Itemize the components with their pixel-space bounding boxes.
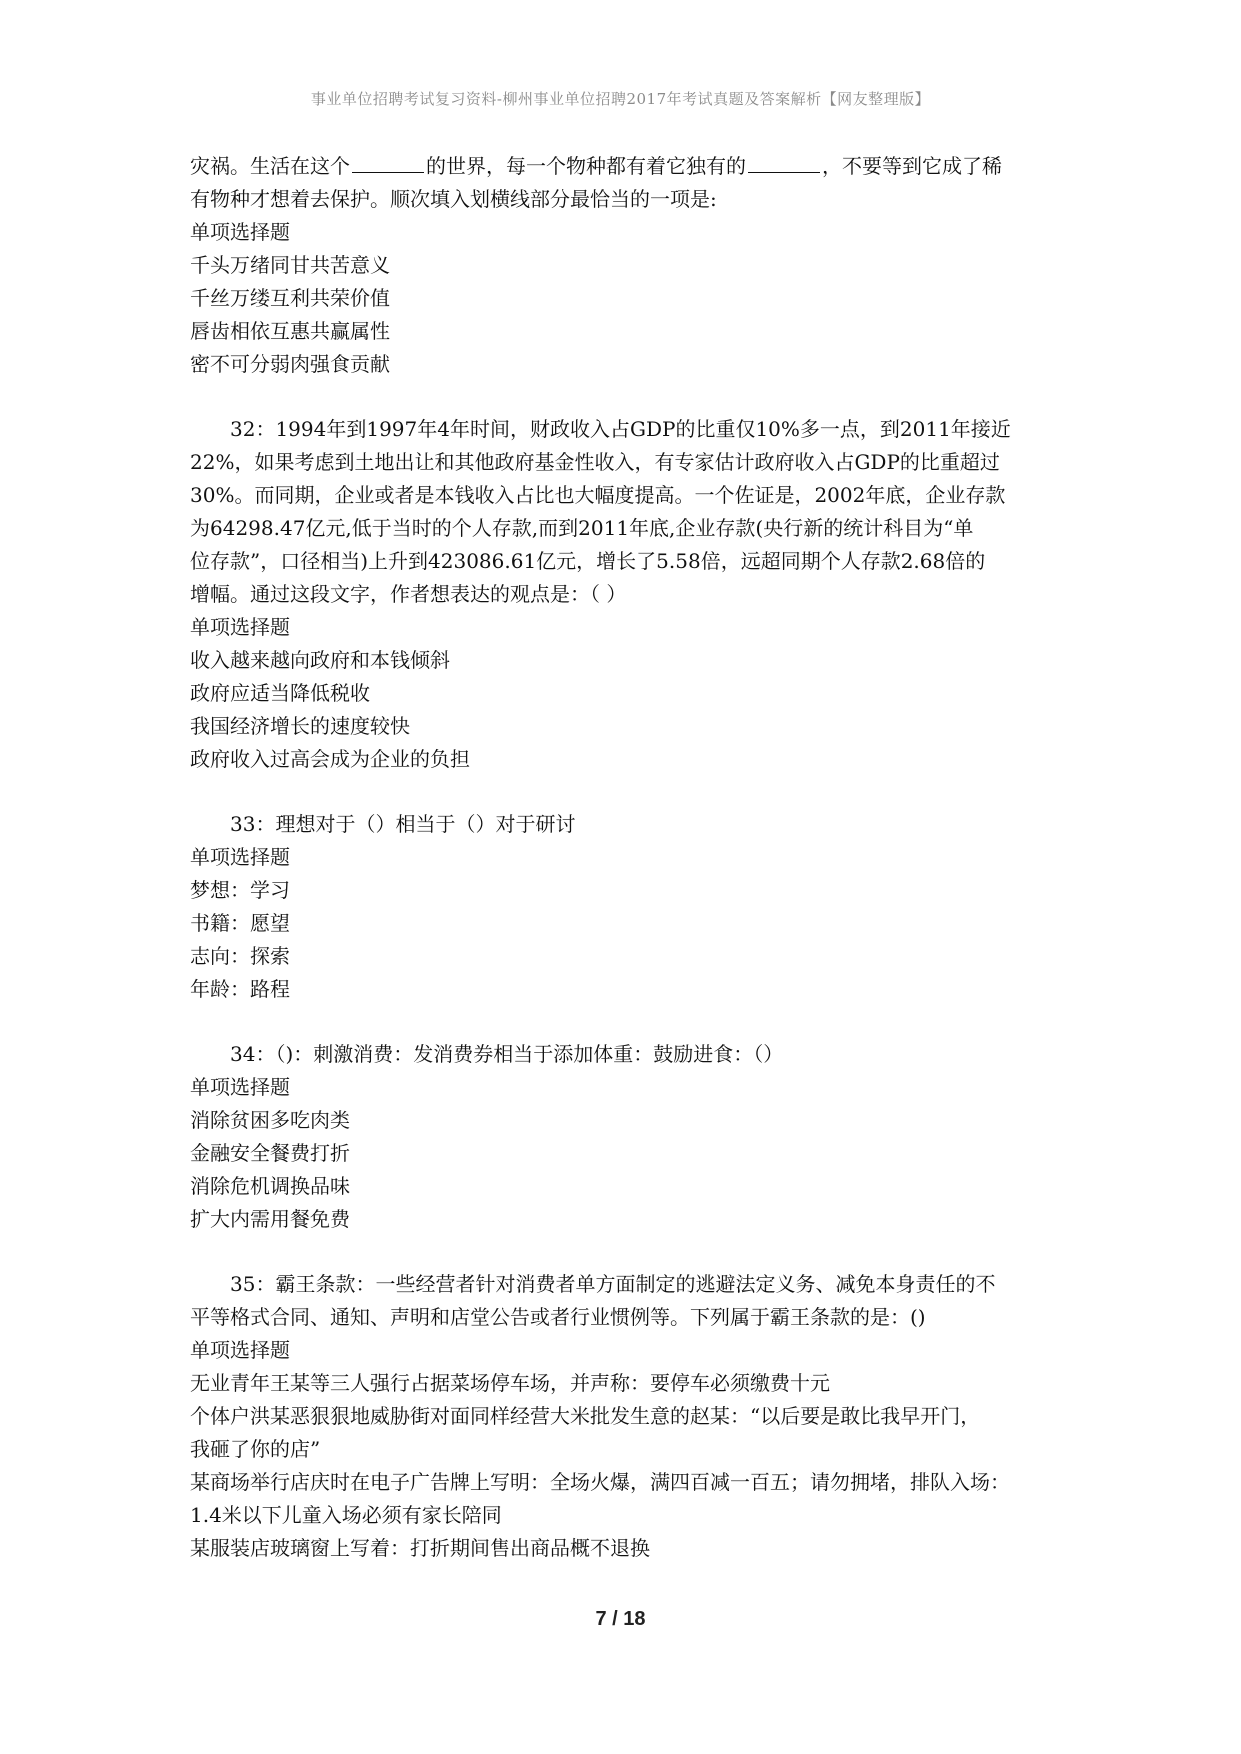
- q35-stem-line-2: 平等格式合同、通知、声明和店堂公告或者行业惯例等。下列属于霸王条款的是：(): [190, 1305, 926, 1329]
- q32-stem-line-3: 30%。而同期，企业或者是本钱收入占比也大幅度提高。一个佐证是，2002年底，企业存款: [190, 483, 1006, 507]
- q35-option-c-line-2: 1.4米以下儿童入场必须有家长陪同: [190, 1503, 502, 1527]
- q32-option-b: 政府应适当降低税收: [190, 681, 370, 705]
- q32-stem-line-1: 32：1994年到1997年4年时间，财政收入占GDP的比重仅10%多一点，到2011年接近: [230, 417, 1011, 441]
- q31-option-a: 千头万绪同甘共苦意义: [190, 253, 390, 277]
- q32-stem-line-4: 为64298.47亿元,低于当时的个人存款,而到2011年底,企业存款(央行新的统计科目为“单: [190, 516, 974, 540]
- q31-line-1: [190, 150, 1070, 183]
- q31-line-2: 有物种才想着去保护。顺次填入划横线部分最恰当的一项是:: [190, 187, 717, 211]
- q32-option-c: 我国经济增长的速度较快: [190, 714, 410, 738]
- q34-option-b: 金融安全餐费打折: [190, 1141, 350, 1165]
- q31-option-b: 千丝万缕互利共荣价值: [190, 286, 390, 310]
- q35-option-a: 无业青年王某等三人强行占据菜场停车场，并声称：要停车必须缴费十元: [190, 1371, 830, 1395]
- q33-question-type: 单项选择题: [190, 845, 290, 869]
- q31-option-d: 密不可分弱肉强食贡献: [190, 352, 390, 376]
- q31-text-part3: ，不要等到它成了稀: [822, 154, 1002, 178]
- q33-stem: 33：理想对于（）相当于（）对于研讨: [230, 812, 576, 836]
- q35-option-b-line-2: 我砸了你的店”: [190, 1437, 321, 1461]
- q33-option-c: 志向：探索: [190, 944, 290, 968]
- q34-option-d: 扩大内需用餐免费: [190, 1207, 350, 1231]
- q34-stem: 34：（)：刺激消费：发消费券相当于添加体重：鼓励进食：（）: [230, 1042, 784, 1066]
- q32-stem-line-5: 位存款”，口径相当)上升到423086.61亿元，增长了5.58倍，远超同期个人存款2.68倍的: [190, 549, 986, 573]
- q32-stem-line-2: 22%，如果考虑到土地出让和其他政府基金性收入，有专家估计政府收入占GDP的比重超过: [190, 450, 1000, 474]
- q35-stem-line-1: 35：霸王条款：一些经营者针对消费者单方面制定的逃避法定义务、减免本身责任的不: [230, 1272, 996, 1296]
- q31-question-type: 单项选择题: [190, 220, 290, 244]
- q33-option-a: 梦想：学习: [190, 878, 290, 902]
- document-body: [190, 150, 1070, 1565]
- q31-option-c: 唇齿相依互惠共赢属性: [190, 319, 390, 343]
- q32-question-type: 单项选择题: [190, 615, 290, 639]
- q34-question-type: 单项选择题: [190, 1075, 290, 1099]
- page-header: 事业单位招聘考试复习资料-柳州事业单位招聘2017年考试真题及答案解析【网友整理版】: [310, 90, 931, 108]
- q35-option-d: 某服装店玻璃窗上写着：打折期间售出商品概不退换: [190, 1536, 650, 1560]
- q33-option-b: 书籍：愿望: [190, 911, 290, 935]
- q34-option-c: 消除危机调换品味: [190, 1174, 350, 1198]
- page-number: 7 / 18: [595, 1608, 646, 1630]
- fill-blank-2: [748, 152, 820, 173]
- q32-stem-line-6: 增幅。通过这段文字，作者想表达的观点是：（ ）: [190, 582, 627, 606]
- q33-option-d: 年龄：路程: [190, 977, 290, 1001]
- q31-text-part2: 的世界，每一个物种都有着它独有的: [426, 154, 746, 178]
- q31-text-part1: 灾祸。生活在这个: [190, 154, 350, 178]
- q35-option-c-line-1: 某商场举行店庆时在电子广告牌上写明：全场火爆，满四百减一百五；请勿拥堵，排队入场：: [190, 1470, 1010, 1494]
- q32-option-d: 政府收入过高会成为企业的负担: [190, 747, 470, 771]
- q32-option-a: 收入越来越向政府和本钱倾斜: [190, 648, 450, 672]
- q34-option-a: 消除贫困多吃肉类: [190, 1108, 350, 1132]
- q35-question-type: 单项选择题: [190, 1338, 290, 1362]
- q35-option-b-line-1: 个体户洪某恶狠狠地威胁街对面同样经营大米批发生意的赵某：“以后要是敢比我早开门，: [190, 1404, 981, 1428]
- fill-blank-1: [352, 152, 424, 173]
